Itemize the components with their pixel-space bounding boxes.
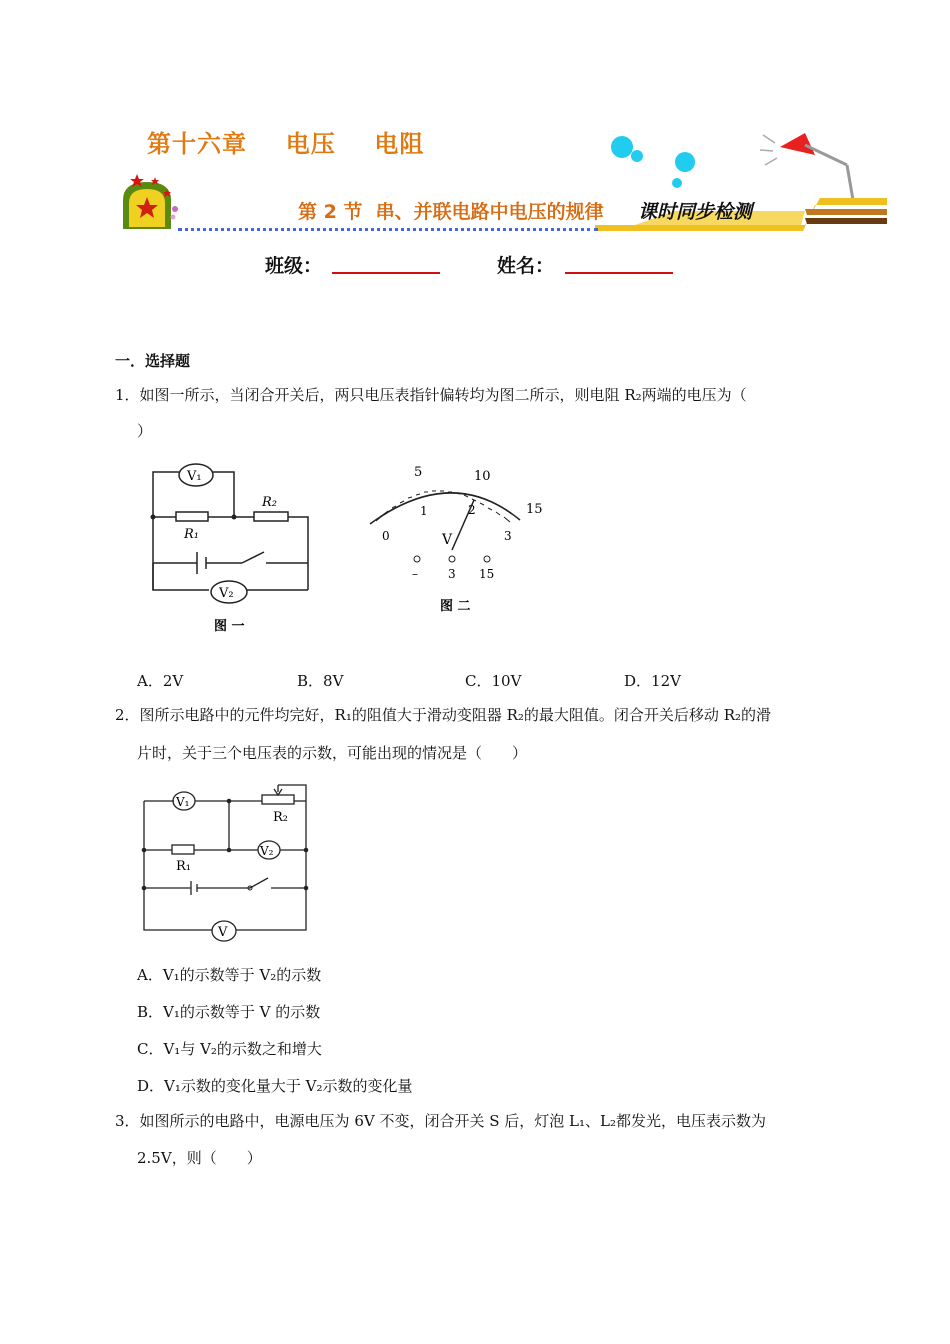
figure-2-voltmeter <box>362 462 557 617</box>
figure-q2-circuit <box>136 775 316 945</box>
question-2-text-cont: 片时，关于三个电压表的示数，可能出现的情况是（ ） <box>137 744 528 762</box>
meter-tick-15: 15 <box>526 502 543 517</box>
q2-v1-label: V₁ <box>176 795 190 809</box>
terminal-3: 3 <box>448 567 456 581</box>
q2-option-a[interactable]: A．V₁的示数等于 V₂的示数 <box>137 966 322 984</box>
question-3-text: 3．如图所示的电路中，电源电压为 6V 不变，闭合开关 S 后，灯泡 L₁、L₂都发光，电压表示数为 <box>115 1112 766 1130</box>
meter-tick-5: 5 <box>414 465 423 480</box>
chapter-title: 第十六章 电压 电阻 <box>147 130 425 158</box>
q2-option-b[interactable]: B．V₁的示数等于 V 的示数 <box>137 1003 321 1021</box>
meter-tick-10: 10 <box>474 469 491 484</box>
cyan-dot <box>631 150 643 162</box>
question-1-text: 1．如图一所示，当闭合开关后，两只电压表指针偏转均为图二所示，则电阻 R₂两端的电压为（ <box>115 386 747 404</box>
figure-1-circuit <box>134 460 324 645</box>
fig1-v1-label: V₁ <box>187 469 202 484</box>
fig2-caption: 图 二 <box>440 599 471 614</box>
question-2-text: 2．图所示电路中的元件均完好，R₁的阻值大于滑动变阻器 R₂的最大阻值。闭合开关后移动 R₂的滑 <box>115 706 772 724</box>
class-label: 班级： <box>265 255 323 277</box>
cyan-dot <box>672 178 682 188</box>
meter-tick-3: 3 <box>504 529 512 543</box>
meter-tick-1: 1 <box>420 504 428 518</box>
q2-r1-label: R₁ <box>176 859 191 874</box>
star-badge-icon <box>123 174 178 229</box>
q1-option-a[interactable]: A．2V <box>137 672 184 690</box>
banner-text: 课时同步检测 <box>638 201 753 223</box>
cyan-dot <box>675 152 695 172</box>
q1-option-c[interactable]: C．10V <box>465 672 522 690</box>
q2-option-d[interactable]: D．V₁示数的变化量大于 V₂示数的变化量 <box>137 1077 413 1095</box>
meter-ticks <box>376 491 510 522</box>
question-3-text-cont: 2.5V，则（ ） <box>137 1149 262 1167</box>
q2-option-c[interactable]: C．V₁与 V₂的示数之和增大 <box>137 1040 322 1058</box>
section-heading: 一．选择题 <box>115 352 191 370</box>
name-blank[interactable] <box>565 272 673 274</box>
fig1-r2-label: R₂ <box>262 495 277 510</box>
terminal-15: 15 <box>479 567 495 581</box>
name-label: 姓名： <box>497 255 555 277</box>
q2-v2-label: V₂ <box>260 844 274 858</box>
question-1-text-cont: ） <box>137 422 153 440</box>
q2-v-label: V <box>218 925 228 940</box>
meter-tick-2: 2 <box>468 503 476 517</box>
fig1-r1-label: R₁ <box>184 527 199 542</box>
meter-symbol: V <box>442 532 453 548</box>
cyan-dot <box>611 136 633 158</box>
meter-tick-0: 0 <box>382 529 390 543</box>
stripe-band <box>805 209 887 215</box>
q2-r2-label: R₂ <box>273 810 288 825</box>
terminal-minus: – <box>412 567 418 581</box>
lamp-icon <box>760 133 853 200</box>
class-blank[interactable] <box>332 272 440 274</box>
stripe-band <box>805 218 887 224</box>
dotted-divider <box>178 228 598 231</box>
fig1-v2-label: V₂ <box>219 586 234 601</box>
section-title: 第 2 节 串、并联电路中电压的规律 <box>298 201 604 223</box>
fig1-caption: 图 一 <box>214 619 245 634</box>
q1-option-b[interactable]: B．8V <box>297 672 344 690</box>
q1-option-d[interactable]: D．12V <box>624 672 681 690</box>
